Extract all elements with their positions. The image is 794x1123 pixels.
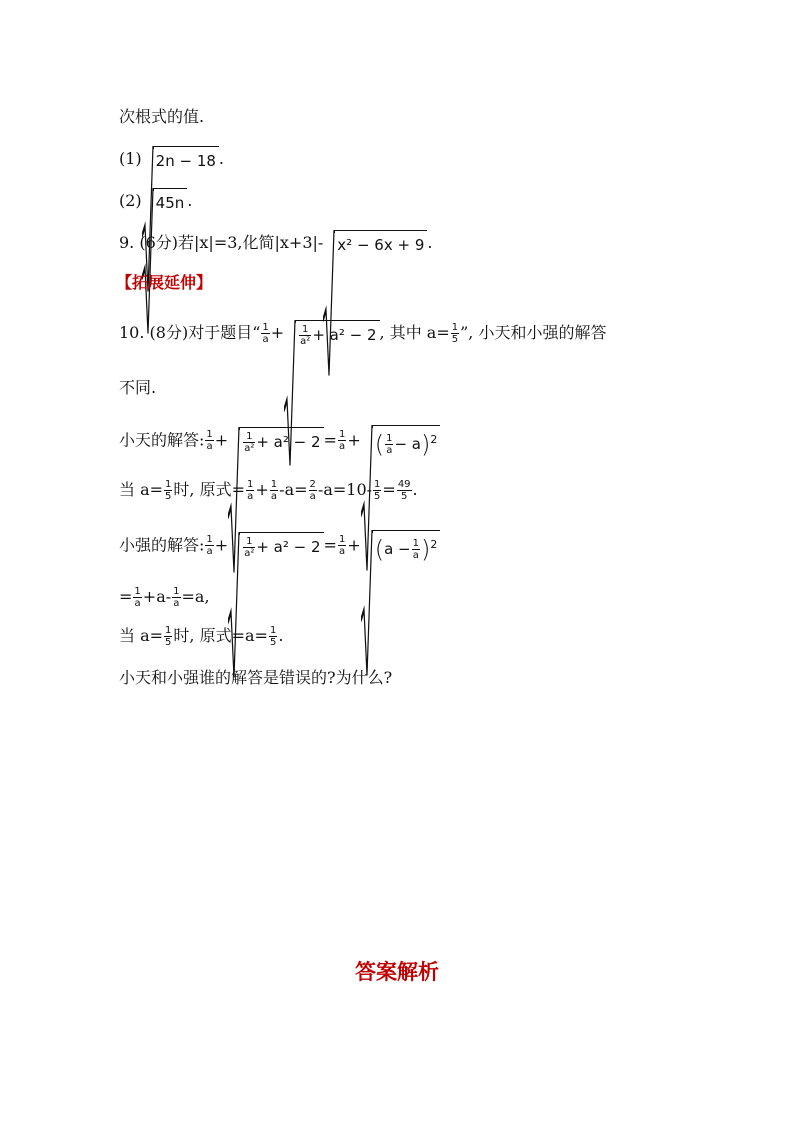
fraction-2-over-a <box>309 479 317 502</box>
xt-expr2: -a= <box>279 480 308 499</box>
fraction-1-over-a <box>246 479 254 502</box>
xq-when: 当 a= <box>119 626 164 645</box>
question-1 <box>119 146 224 173</box>
xq-a: a − <box>384 540 411 558</box>
xq-line2a: = <box>119 587 133 606</box>
xq-when2: 时, 原式=a= <box>173 626 268 645</box>
q2-radicand: 45n <box>154 188 188 215</box>
numerator: 1 <box>338 534 346 546</box>
q10-radicand-tail: + a² − 2 <box>312 326 377 344</box>
numerator: 1 <box>206 534 213 546</box>
fraction-1-over-5 <box>451 322 459 345</box>
text-line-1: 次根式的值. <box>119 107 205 126</box>
fraction-1-over-a2 <box>299 324 311 347</box>
denominator: a <box>134 598 141 609</box>
xq-eq: = <box>323 535 337 555</box>
fraction-1-over-5 <box>373 479 381 502</box>
denominator: a² <box>244 548 255 560</box>
xiaoqiang-step-2 <box>119 585 210 609</box>
denominator: a <box>309 491 316 502</box>
fraction-1-over-a2 <box>243 536 255 559</box>
xt-eq: = <box>323 430 337 450</box>
fraction-49-over-5 <box>397 479 412 502</box>
numerator: 2 <box>309 479 316 490</box>
xt-expr4: = <box>382 480 396 499</box>
fraction-1-over-5 <box>164 479 172 502</box>
final-question: 小天和小强谁的解答是错误的?为什么? <box>119 668 393 687</box>
fraction-1-over-a <box>172 586 180 609</box>
sqrt-expression <box>228 532 323 559</box>
answer-title: 答案解析 <box>355 960 439 984</box>
numerator: 1 <box>270 479 278 490</box>
xt-when: 当 a= <box>119 480 164 499</box>
xq-line2c: =a, <box>181 587 210 606</box>
xq-line2b: +a- <box>142 587 172 606</box>
question-2 <box>119 188 192 215</box>
xt-expr3: -a=10- <box>317 480 373 499</box>
q10-mid: , 其中 a= <box>379 323 450 342</box>
denominator: a <box>339 546 346 558</box>
q2-prefix: (2) <box>119 191 142 210</box>
q1-radicand: 2n − 18 <box>154 146 219 173</box>
denominator: 5 <box>165 491 172 502</box>
xiaoqiang-solution: 小强的解答: $\frac{1}{a}$ + $\frac{1}{\text{a²}}$ + a² − 2 = $\frac{1}{a}$ + (a − $\frac{1}{a}$ )$^2$ <box>119 530 440 562</box>
numerator: 1 <box>302 324 309 335</box>
numerator: 49 <box>397 479 411 490</box>
xt-radicand-tail: + a² − 2 <box>256 433 321 452</box>
xiaoqiang-evaluation <box>119 624 283 648</box>
denominator: a <box>262 334 269 345</box>
numerator: 1 <box>269 625 277 636</box>
sqrt-2n-18 <box>142 146 219 173</box>
q9-suffix: . <box>427 233 433 252</box>
xt-when2: 时, 原式= <box>173 480 246 499</box>
fraction-1-over-a <box>205 429 213 452</box>
numerator: 1 <box>247 479 254 490</box>
numerator: 1 <box>206 429 213 441</box>
sqrt-45n <box>142 188 188 215</box>
denominator: a² <box>300 336 311 347</box>
fraction-1-over-a <box>205 534 213 557</box>
xq-end: . <box>278 626 284 645</box>
q2-suffix: . <box>187 191 193 210</box>
denominator: 5 <box>165 637 172 648</box>
xiaotian-solution: 小天的解答: $\frac{1}{a}$ + $\frac{1}{\text{a²}}$ + a² − 2 = $\frac{1}{a}$ + ( $\frac{1}{a}$ − a)$^2$ <box>119 425 440 457</box>
fraction-1-over-a <box>412 538 420 561</box>
q1-prefix: (1) <box>119 149 142 168</box>
numerator: 1 <box>451 322 459 333</box>
denominator: a <box>247 491 254 502</box>
denominator: a² <box>244 443 255 455</box>
numerator: 1 <box>246 536 253 548</box>
q9-radicand: x² − 6x + 9 <box>335 230 427 257</box>
numerator: 1 <box>412 538 419 549</box>
xq-label: 小强的解答: <box>119 535 205 555</box>
xt-minus-a: − a <box>394 435 421 453</box>
xt-expr1: + <box>255 480 269 499</box>
denominator: a <box>270 491 278 502</box>
fraction-1-over-5 <box>269 625 277 648</box>
question-9 <box>119 230 432 257</box>
question-10: 10. (8分)对于题目“ $\frac{1}{a}$ + $\frac{1}{\text{a²}}$ + a² − 2 , 其中 a= $\frac{1}{5}$ ”, 小天和小强的解答 <box>119 320 606 347</box>
xq-radicand-tail: + a² − 2 <box>256 538 321 557</box>
denominator: a <box>206 441 213 453</box>
numerator: 1 <box>386 433 393 444</box>
numerator: 1 <box>173 586 180 597</box>
fraction-1-over-5 <box>164 625 172 648</box>
fraction-1-over-a <box>133 586 141 609</box>
fraction-1-over-a <box>338 534 346 557</box>
xiaotian-evaluation <box>119 478 418 502</box>
denominator: a <box>173 598 180 609</box>
numerator: 1 <box>262 322 269 333</box>
xt-end: . <box>412 480 418 499</box>
sqrt-expression <box>284 320 379 347</box>
q9-prefix: 9. (6分)若|x|=3,化简|x+3|- <box>119 233 324 252</box>
fraction-1-over-a <box>338 429 346 452</box>
numerator: 1 <box>246 431 253 443</box>
denominator: a <box>386 445 393 456</box>
denominator: a <box>339 441 346 453</box>
section-heading: 【拓展延伸】 <box>116 273 213 292</box>
fraction-1-over-a <box>385 433 393 456</box>
denominator: 5 <box>451 334 459 345</box>
sqrt-squared-expression: ( $\frac{1}{a}$ − a)$^2$ <box>361 425 441 457</box>
numerator: 1 <box>338 429 346 441</box>
numerator: 1 <box>165 479 172 490</box>
numerator: 1 <box>165 625 172 636</box>
denominator: a <box>412 550 419 561</box>
fraction-1-over-a <box>270 479 278 502</box>
sqrt-x2-6x-9 <box>323 230 427 257</box>
radical-icon <box>323 230 335 380</box>
xt-label: 小天的解答: <box>119 430 205 450</box>
radical-icon <box>228 532 240 682</box>
numerator: 1 <box>134 586 141 597</box>
numerator: 1 <box>374 479 381 490</box>
sqrt-squared-expression: (a − $\frac{1}{a}$ )$^2$ <box>361 530 441 562</box>
radical-icon <box>142 188 154 338</box>
denominator: a <box>206 546 213 558</box>
question-10-line-2: 不同. <box>119 378 157 397</box>
sqrt-expression <box>228 427 323 454</box>
fraction-1-over-a <box>261 322 269 345</box>
radical-icon <box>361 530 373 680</box>
denominator: 5 <box>269 637 277 648</box>
q10-prefix: 10. (8分)对于题目“ <box>119 323 261 342</box>
denominator: 5 <box>374 491 381 502</box>
q10-suffix: ”, 小天和小强的解答 <box>460 323 607 342</box>
fraction-1-over-a2 <box>243 431 255 454</box>
q1-suffix: . <box>218 149 225 168</box>
denominator: 5 <box>397 490 412 502</box>
